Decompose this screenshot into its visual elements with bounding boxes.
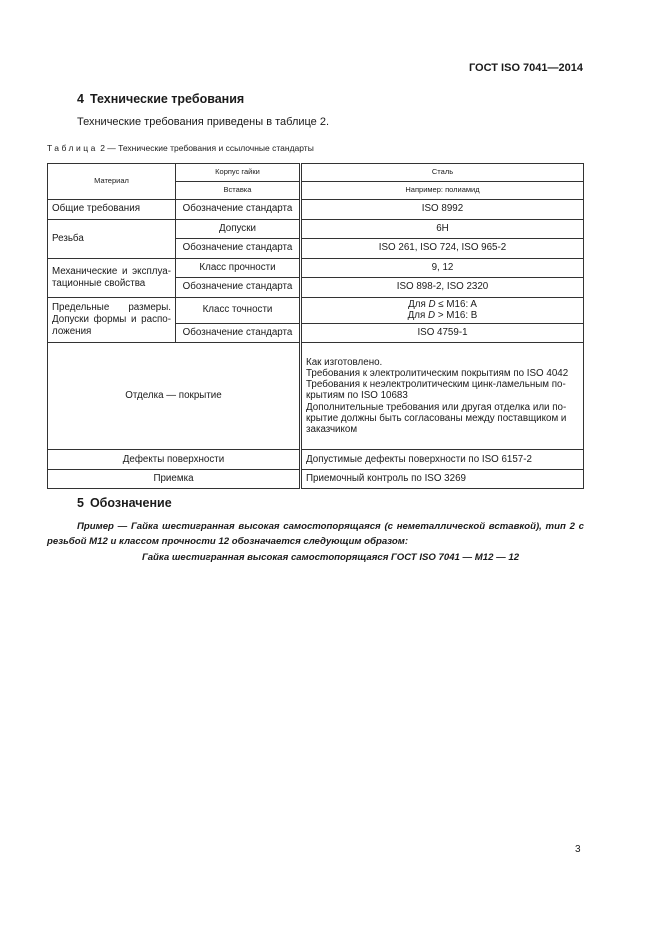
section-4-number: 4	[77, 92, 84, 106]
row-general-label: Общие требования	[48, 200, 176, 220]
example-label: Пример	[77, 521, 114, 532]
header-material: Материал	[48, 164, 176, 200]
row-acceptance-value: Приемочный контроль по ISO 3269	[301, 469, 584, 489]
row-mech-std-value: ISO 898-2, ISO 2320	[301, 278, 584, 298]
designation-example	[47, 519, 584, 549]
section-4-heading	[77, 92, 244, 106]
row-thread-std-param: Обозначение стандарта	[176, 239, 301, 259]
table-row	[48, 258, 584, 278]
requirements-table	[47, 163, 584, 489]
table-row	[48, 219, 584, 239]
row-defects-value: Допустимые дефекты поверхности по ISO 6157-2	[301, 450, 584, 470]
row-thread-tol-value: 6H	[301, 219, 584, 239]
header-steel: Сталь	[301, 164, 584, 182]
row-dims-label: Предельные размеры. Допуски формы и распо-ложения	[48, 297, 176, 343]
document-standard-header: ГОСТ ISO 7041—2014	[468, 62, 583, 74]
example-text: — Гайка шестигранная высокая самостопорящаяся (с неметаллической вставкой), тип 2 с резьбой M12 и классом прочности 12 обозначается следующим образом:	[47, 521, 584, 547]
section-5-heading	[77, 496, 172, 510]
row-dims-acc-param: Класс точности	[176, 297, 301, 323]
header-example: Например: полиамид	[301, 182, 584, 200]
row-finish-label: Отделка — покрытие	[48, 343, 301, 450]
table-caption-number: 2	[100, 143, 105, 153]
table-row	[48, 343, 584, 450]
table-row	[48, 450, 584, 470]
row-acceptance-label: Приемка	[48, 469, 301, 489]
section-4-intro: Технические требования приведены в таблице 2.	[77, 116, 330, 128]
row-thread-label: Резьба	[48, 219, 176, 258]
header-body: Корпус гайки	[176, 164, 301, 182]
table-caption-label: Таблица	[47, 143, 98, 153]
section-4-title: Технические требования	[89, 92, 245, 106]
row-mech-class-param: Класс прочности	[176, 258, 301, 278]
dims-acc-line-2: Для D > M16: B	[407, 310, 478, 322]
page-number: 3	[575, 844, 581, 855]
row-dims-acc-value	[301, 297, 584, 323]
row-dims-std-param: Обозначение стандарта	[176, 323, 301, 343]
table-caption-text: — Технические требования и ссылочные стандарты	[104, 143, 314, 153]
row-mech-label: Механические и эксплуа-тационные свойства	[48, 258, 176, 297]
table-caption	[47, 143, 314, 153]
dims-acc-line-1: Для D ≤ M16: A	[408, 298, 477, 310]
row-mech-std-param: Обозначение стандарта	[176, 278, 301, 298]
row-general-param: Обозначение стандарта	[176, 200, 301, 220]
section-5-number: 5	[77, 496, 84, 510]
row-thread-tol-param: Допуски	[176, 219, 301, 239]
row-thread-std-value: ISO 261, ISO 724, ISO 965-2	[301, 239, 584, 259]
table-header-row	[48, 164, 584, 182]
row-mech-class-value: 9, 12	[301, 258, 584, 278]
row-general-value: ISO 8992	[301, 200, 584, 220]
header-insert: Вставка	[176, 182, 301, 200]
table-row	[48, 469, 584, 489]
table-row	[48, 297, 584, 323]
row-defects-label: Дефекты поверхности	[48, 450, 301, 470]
row-dims-std-value: ISO 4759-1	[301, 323, 584, 343]
row-finish-value: Как изготовлено. Требования к электролитическим покрытиям по ISO 4042 Требования к неэлектролитическим цинк-ламельным по- крытиям по ISO 10683 Дополнительные требования или другая отделка или по- крытие должны быть согласованы между поставщиком и заказчиком	[301, 343, 584, 450]
table-row	[48, 200, 584, 220]
designation-line: Гайка шестигранная высокая самостопорящаяся ГОСТ ISO 7041 — M12 — 12	[141, 552, 520, 563]
section-5-title: Обозначение	[89, 496, 172, 510]
